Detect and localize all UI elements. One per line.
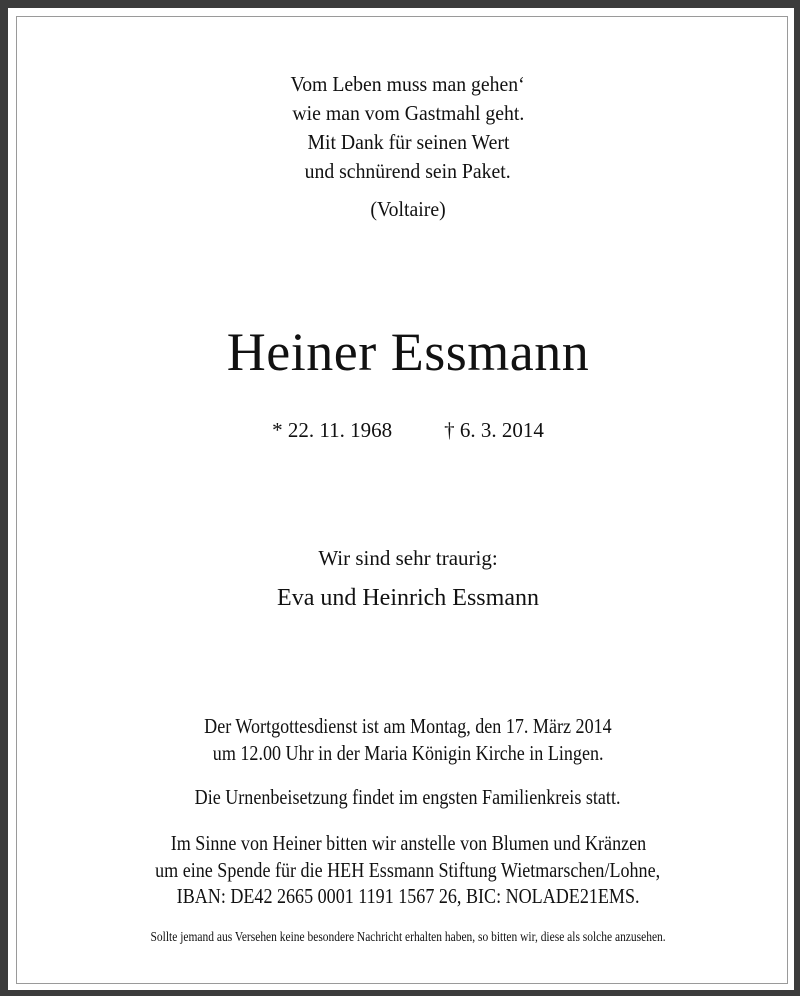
quote-line-1: Vom Leben muss man gehen‘ xyxy=(290,72,526,96)
quote-line-2: wie man vom Gastmahl geht. xyxy=(292,101,524,125)
footer-note: Sollte jemand aus Versehen keine besondere Nachricht erhalten haben, so bitten wir, diese als solche anzusehen. xyxy=(150,930,666,945)
quote-author: (Voltaire) xyxy=(370,197,446,221)
death-date: † 6. 3. 2014 xyxy=(444,418,544,442)
donation-bank-details: IBAN: DE42 2665 0001 1191 1567 26, BIC: NOLADE21EMS. xyxy=(176,884,640,908)
donation-line-2: um eine Spende für die HEH Essmann Stiftung Wietmarschen/Lohne, xyxy=(155,858,661,882)
donation-line-1: Im Sinne von Heiner bitten wir anstelle von Blumen und Kränzen xyxy=(170,831,646,855)
birth-date: * 22. 11. 1968 xyxy=(272,418,393,442)
mourners-names: Eva und Heinrich Essmann xyxy=(277,585,539,611)
deceased-name: Heiner Essmann xyxy=(226,322,590,382)
quote-line-3: Mit Dank für seinen Wert xyxy=(307,130,509,154)
mourners-intro: Wir sind sehr traurig: xyxy=(318,546,498,570)
burial-info: Die Urnenbeisetzung findet im engsten Familienkreis statt. xyxy=(195,785,621,809)
service-line-2: um 12.00 Uhr in der Maria Königin Kirche in Lingen. xyxy=(212,741,604,765)
quote-line-4: und schnürend sein Paket. xyxy=(304,159,512,183)
service-line-1: Der Wortgottesdienst ist am Montag, den 17. März 2014 xyxy=(204,714,612,738)
life-dates xyxy=(8,418,800,443)
